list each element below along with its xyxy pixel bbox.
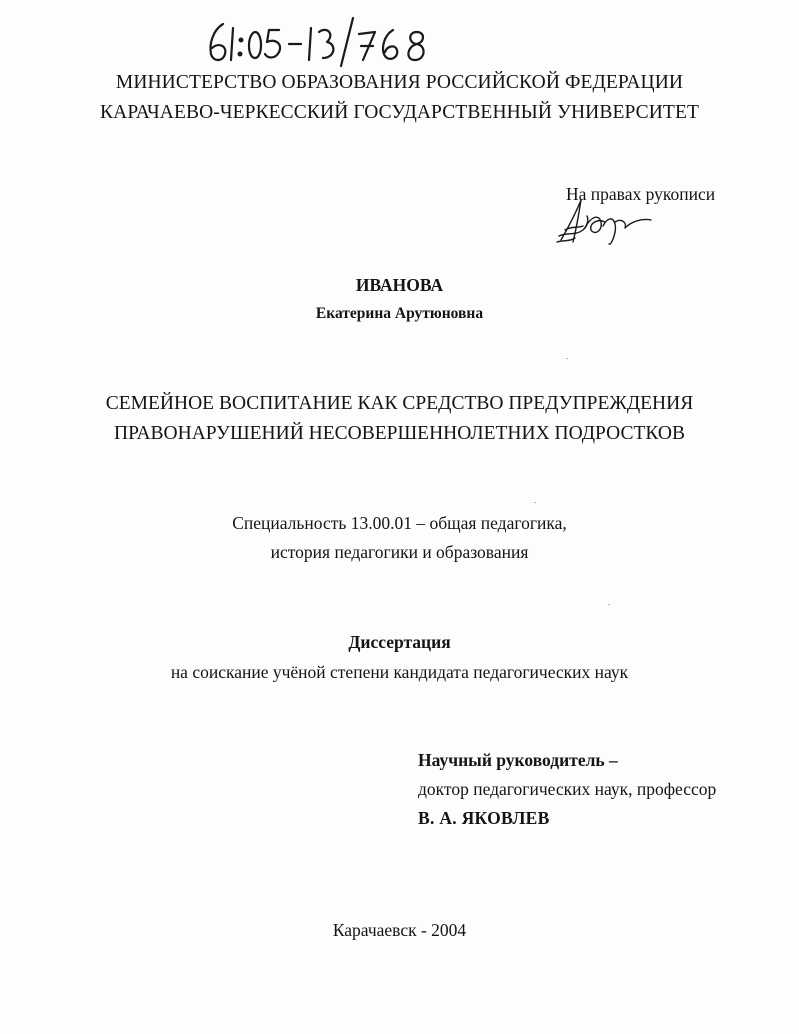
place-and-year: Карачаевск - 2004 [332, 920, 467, 940]
dissertation-title-line-2: ПРАВОНАРУШЕНИЙ НЕСОВЕРШЕННОЛЕТНИХ ПОДРОСТКОВ [114, 423, 685, 444]
ministry-name: МИНИСТЕРСТВО ОБРАЗОВАНИЯ РОССИЙСКОЙ ФЕДЕРАЦИИ [115, 72, 684, 93]
author-surname: ИВАНОВА [355, 275, 444, 295]
dissertation-label: Диссертация [348, 632, 451, 652]
supervisor-name: В. А. ЯКОВЛЕВ [418, 808, 550, 828]
university-name: КАРАЧАЕВО-ЧЕРКЕССКИЙ ГОСУДАРСТВЕННЫЙ УНИВЕРСИТЕТ [100, 102, 699, 123]
supervisor-label: Научный руководитель – [418, 750, 618, 770]
dissertation-title-line-1: СЕМЕЙНОЕ ВОСПИТАНИЕ КАК СРЕДСТВО ПРЕДУПРЕЖДЕНИЯ [105, 393, 694, 414]
author-signature [555, 196, 655, 248]
specialty-line-2: история педагогики и образования [270, 542, 529, 562]
dissertation-description: на соискание учёной степени кандидата педагогических наук [170, 662, 629, 682]
manuscript-note: На правах рукописи [566, 184, 716, 204]
scan-speck [566, 358, 568, 359]
supervisor-degree: доктор педагогических наук, профессор [418, 779, 717, 799]
scan-speck [534, 502, 536, 503]
author-full-name: Екатерина Арутюновна [315, 305, 484, 322]
handwritten-archive-code [203, 10, 443, 70]
specialty-line-1: Специальность 13.00.01 – общая педагогика, [232, 513, 567, 533]
scan-speck [608, 604, 610, 605]
